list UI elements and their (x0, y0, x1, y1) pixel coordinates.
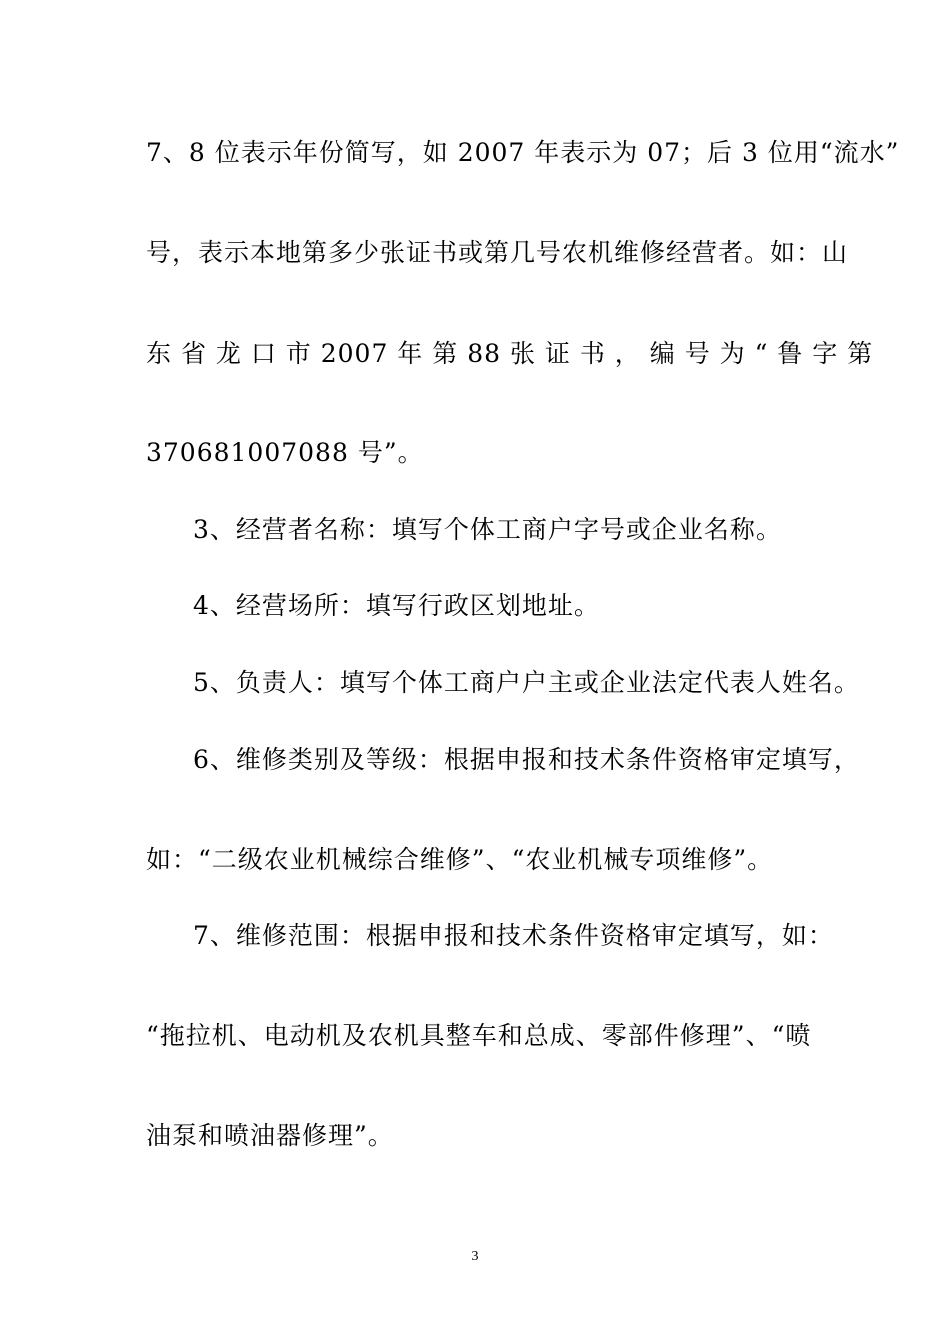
text-line-4: 370681007088 号”。 (146, 438, 424, 467)
item-5-responsible-person: 5、负责人：填写个体工商户户主或企业法定代表人姓名。 (193, 668, 860, 697)
item-4-business-location: 4、经营场所：填写行政区划地址。 (193, 591, 600, 620)
text-line-3: 东 省 龙 口 市 2007 年 第 88 张 证 书 ， 编 号 为 “ 鲁 字 第 (146, 339, 874, 368)
item-7-repair-scope: 7、维修范围：根据申报和技术条件资格审定填写，如： (193, 921, 834, 950)
text-line-2: 号，表示本地第多少张证书或第几号农机维修经营者。如：山 (146, 238, 849, 267)
text-line-1: 7、8 位表示年份简写，如 2007 年表示为 07；后 3 位用“流水” (146, 138, 900, 167)
item-6-repair-category: 6、维修类别及等级：根据申报和技术条件资格审定填写， (193, 745, 860, 774)
item-6-example: 如：“二级农业机械综合维修”、“农业机械专项维修”。 (146, 845, 774, 874)
item-7-example-line-1: “拖拉机、电动机及农机具整车和总成、零部件修理”、“喷 (146, 1021, 812, 1050)
item-3-operator-name: 3、经营者名称：填写个体工商户字号或企业名称。 (193, 515, 782, 544)
page-number: 3 (471, 1249, 479, 1264)
item-7-example-line-2: 油泵和喷油器修理”。 (146, 1121, 394, 1150)
